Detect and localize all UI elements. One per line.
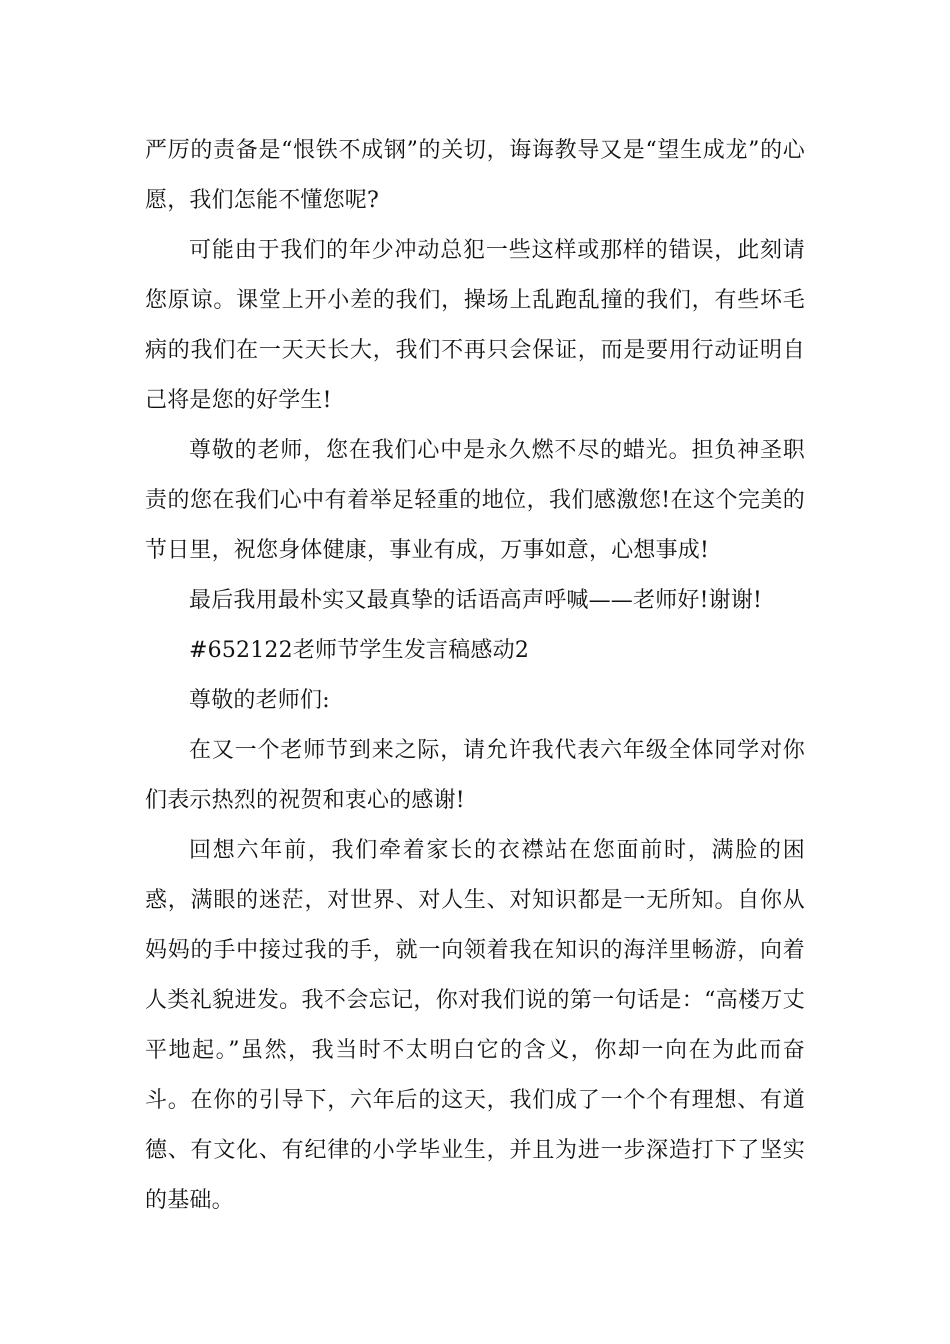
paragraph-intro: 在又一个老师节到来之际，请允许我代表六年级全体同学对你们表示热烈的祝贺和衷心的感谢! (145, 738, 805, 813)
paragraph-apology: 可能由于我们的年少冲动总犯一些这样或那样的错误，此刻请您原谅。课堂上开小差的我们，操场上乱跑乱撞的我们，有些坏毛病的我们在一天天长大，我们不再只会保证，而是要用行动证明自己将是您的好学生! (145, 238, 805, 413)
paragraph-gratitude: 尊敬的老师，您在我们心中是永久燃不尽的蜡光。担负神圣职责的您在我们心中有着举足轻重的地位，我们感激您!在这个完美的节日里，祝您身体健康，事业有成，万事如意，心想事成! (145, 438, 805, 563)
document-body (145, 126, 805, 1226)
salutation: 尊敬的老师们: (189, 688, 330, 713)
paragraph-continuation: 严厉的责备是“恨铁不成钢”的关切，诲诲教导又是“望生成龙”的心愿，我们怎能不懂您呢? (145, 138, 805, 213)
paragraph-closing: 最后我用最朴实又最真挚的话语高声呼喊——老师好!谢谢! (189, 588, 763, 613)
paragraph-memory: 回想六年前，我们牵着家长的衣襟站在您面前时，满脸的困惑，满眼的迷茫，对世界、对人生、对知识都是一无所知。自你从妈妈的手中接过我的手，就一向领着我在知识的海洋里畅游，向着人类礼貌进发。我不会忘记，你对我们说的第一句话是：“高楼万丈平地起。”虽然，我当时不太明白它的含义，你却一向在为此而奋斗。在你的引导下，六年后的这天，我们成了一个个有理想、有道德、有文化、有纪律的小学毕业生，并且为进一步深造打下了坚实的基础。 (145, 838, 805, 1213)
section-title: #652122老师节学生发言稿感动2 (189, 638, 530, 663)
